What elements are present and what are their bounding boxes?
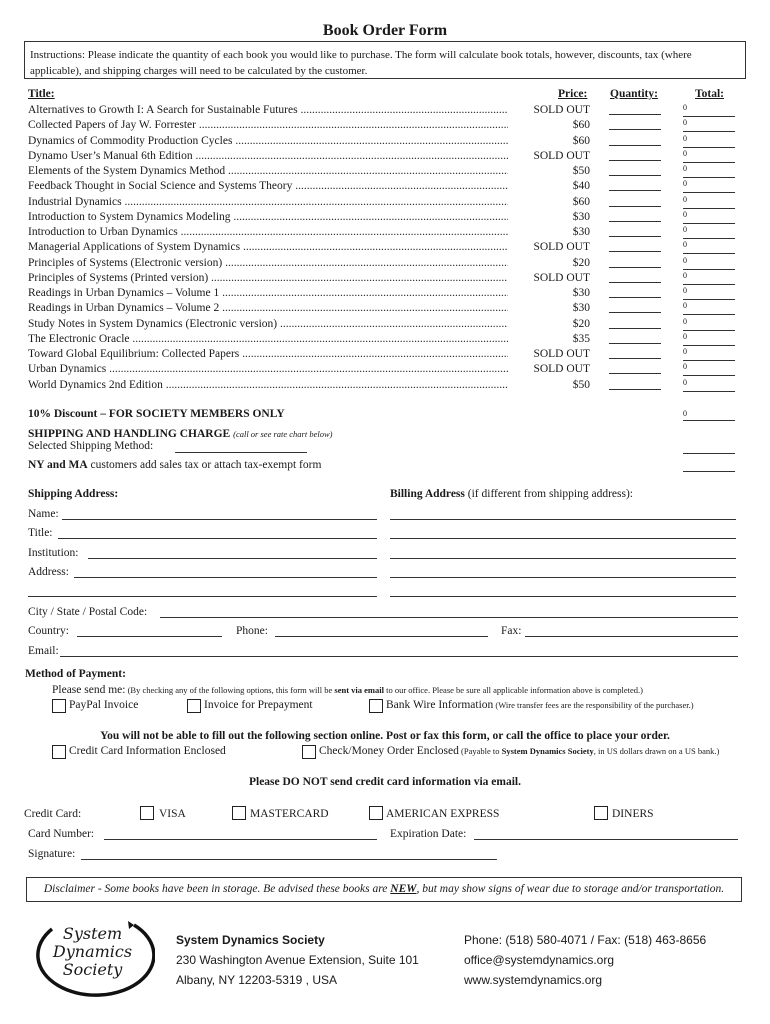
book-total-field[interactable]: 0 xyxy=(683,256,735,270)
footer-email[interactable]: office@systemdynamics.org xyxy=(464,953,615,967)
paypal-checkbox[interactable] xyxy=(52,699,66,713)
book-row xyxy=(28,240,750,255)
mastercard-label: MASTERCARD xyxy=(250,808,329,820)
book-total-field[interactable]: 0 xyxy=(683,103,735,117)
diners-label: DINERS xyxy=(612,808,654,820)
visa-label: VISA xyxy=(159,808,186,820)
send-me-text: Please send me: xyxy=(52,684,126,696)
book-quantity-field[interactable] xyxy=(609,240,661,252)
email-label: Email: xyxy=(28,645,59,657)
tax-text: customers add sales tax or attach tax-exempt form xyxy=(87,459,322,471)
book-quantity-field[interactable] xyxy=(609,332,661,344)
signature-field[interactable] xyxy=(81,848,497,860)
discount-total-field[interactable]: 0 xyxy=(683,409,735,421)
book-price: $40 xyxy=(508,179,590,194)
send-me-note-b: sent via email xyxy=(334,685,384,695)
book-total-field[interactable]: 0 xyxy=(683,271,735,285)
tax-states: NY and MA xyxy=(28,459,88,471)
logo-line-1: System xyxy=(62,924,123,943)
bill-address-field-1[interactable] xyxy=(390,566,736,578)
city-state-label: City / State / Postal Code: xyxy=(28,606,148,618)
check-enclosed-text: Check/Money Order Enclosed xyxy=(319,745,459,757)
paypal-label: PayPal Invoice xyxy=(69,699,139,711)
billing-heading-note: (if different from shipping address): xyxy=(464,488,633,500)
book-title: Introduction to Urban Dynamics ..... xyxy=(28,225,548,240)
book-quantity-field[interactable] xyxy=(609,118,661,130)
book-total-field[interactable]: 0 xyxy=(683,347,735,361)
book-quantity-field[interactable] xyxy=(609,164,661,176)
disclaimer-text-c: , but may show signs of wear due to storage and/or transportation. xyxy=(416,883,725,895)
book-price: $60 xyxy=(508,118,590,133)
online-notice: You will not be able to fill out the following section online. Post or fax this form, or call the office to place your order. xyxy=(100,730,670,742)
billing-heading-text: Billing Address xyxy=(390,488,465,500)
price-column-header: Price: xyxy=(558,88,588,100)
discount-label: 10% Discount – FOR SOCIETY MEMBERS ONLY xyxy=(28,408,285,420)
billing-address-heading xyxy=(390,488,633,500)
book-quantity-field[interactable] xyxy=(609,195,661,207)
book-quantity-field[interactable] xyxy=(609,103,661,115)
signature-label: Signature: xyxy=(28,848,76,860)
shipping-charge-note: (call or see rate chart below) xyxy=(233,429,333,439)
book-total-field[interactable]: 0 xyxy=(683,225,735,239)
payment-heading: Method of Payment: xyxy=(25,668,126,680)
ship-title-field[interactable] xyxy=(58,527,377,539)
book-title: Urban Dynamics ..... xyxy=(28,362,548,377)
footer-web[interactable]: www.systemdynamics.org xyxy=(464,973,603,987)
visa-checkbox[interactable] xyxy=(140,806,154,820)
book-quantity-field[interactable] xyxy=(609,271,661,283)
book-quantity-field[interactable] xyxy=(609,225,661,237)
tax-total-field[interactable] xyxy=(683,460,735,472)
logo-line-2: Dynamics xyxy=(52,942,133,961)
amex-checkbox[interactable] xyxy=(369,806,383,820)
bill-name-field[interactable] xyxy=(390,508,736,520)
book-title: Alternatives to Growth I: A Search for Sustainable Futures ..... xyxy=(28,103,548,118)
book-total-field[interactable]: 0 xyxy=(683,179,735,193)
shipping-charge-text: SHIPPING AND HANDLING CHARGE xyxy=(28,428,231,440)
shipping-address-heading: Shipping Address: xyxy=(28,488,119,500)
bill-institution-field[interactable] xyxy=(390,547,736,559)
instructions-box: Instructions: Please indicate the quantity of each book you would like to purchase. The form will calculate book totals, however, discounts, tax (where applicable), and shipping charges will need to be calculated by the customer. xyxy=(24,41,746,79)
book-price: $20 xyxy=(508,256,590,271)
title-column-header: Title: xyxy=(28,88,55,100)
diners-checkbox[interactable] xyxy=(594,806,608,820)
book-quantity-field[interactable] xyxy=(609,256,661,268)
card-number-field[interactable] xyxy=(104,828,377,840)
book-row xyxy=(28,118,750,133)
society-logo xyxy=(30,913,155,1003)
book-title: World Dynamics 2nd Edition ..... xyxy=(28,378,548,393)
book-title: Toward Global Equilibrium: Collected Papers ..... xyxy=(28,347,548,362)
book-row xyxy=(28,301,750,316)
book-title: Collected Papers of Jay W. Forrester ..... xyxy=(28,118,548,133)
book-row xyxy=(28,362,750,377)
book-quantity-field[interactable] xyxy=(609,347,661,359)
no-email-notice: Please DO NOT send credit card information via email. xyxy=(248,776,522,788)
book-title: Readings in Urban Dynamics – Volume 1 ..... xyxy=(28,286,548,301)
book-total-field[interactable]: 0 xyxy=(683,118,735,132)
ship-title-label: Title: xyxy=(28,527,53,539)
book-title: Principles of Systems (Printed version) ..... xyxy=(28,271,548,286)
ship-address-label: Address: xyxy=(28,566,69,578)
book-title: Managerial Applications of System Dynamics ..... xyxy=(28,240,548,255)
phone-label: Phone: xyxy=(236,625,268,637)
send-me-note-c: to our office. Please be sure all applicable information above is completed.) xyxy=(383,685,643,695)
mastercard-checkbox[interactable] xyxy=(232,806,246,820)
book-price: SOLD OUT xyxy=(508,347,590,362)
book-total-field[interactable]: 0 xyxy=(683,149,735,163)
book-quantity-field[interactable] xyxy=(609,134,661,146)
book-row xyxy=(28,179,750,194)
amex-label: AMERICAN EXPRESS xyxy=(386,808,500,820)
country-label: Country: xyxy=(28,625,69,637)
book-price: $30 xyxy=(508,301,590,316)
wire-checkbox[interactable] xyxy=(369,699,383,713)
book-row xyxy=(28,256,750,271)
book-price: SOLD OUT xyxy=(508,149,590,164)
quantity-column-header: Quantity: xyxy=(610,88,658,100)
book-price: $35 xyxy=(508,332,590,347)
ship-address-field-2[interactable] xyxy=(28,585,377,597)
wire-text: Bank Wire Information xyxy=(386,699,494,711)
book-row xyxy=(28,103,750,118)
wire-label xyxy=(386,699,694,711)
email-field[interactable] xyxy=(60,645,738,657)
book-price: SOLD OUT xyxy=(508,240,590,255)
book-row xyxy=(28,134,750,149)
shipping-method-field[interactable] xyxy=(175,441,307,453)
book-row xyxy=(28,164,750,179)
book-total-field[interactable]: 0 xyxy=(683,134,735,148)
book-price: $20 xyxy=(508,317,590,332)
book-quantity-field[interactable] xyxy=(609,286,661,298)
credit-enclosed-checkbox[interactable] xyxy=(52,745,66,759)
invoice-label: Invoice for Prepayment xyxy=(204,699,313,711)
city-state-field[interactable] xyxy=(160,606,738,618)
book-row xyxy=(28,286,750,301)
book-price: $60 xyxy=(508,195,590,210)
tax-label xyxy=(28,459,321,471)
check-enclosed-label xyxy=(319,745,719,757)
book-row xyxy=(28,210,750,225)
book-price: SOLD OUT xyxy=(508,362,590,377)
book-row xyxy=(28,271,750,286)
book-total-field[interactable]: 0 xyxy=(683,164,735,178)
ship-institution-field[interactable] xyxy=(88,547,377,559)
expiration-label: Expiration Date: xyxy=(390,828,467,840)
send-me-note-a: (By checking any of the following options, this form will be xyxy=(125,685,335,695)
country-field[interactable] xyxy=(77,625,222,637)
book-quantity-field[interactable] xyxy=(609,378,661,390)
book-price: $30 xyxy=(508,286,590,301)
book-total-field[interactable]: 0 xyxy=(683,332,735,346)
ship-address-field-1[interactable] xyxy=(74,566,377,578)
book-title: Principles of Systems (Electronic version) ..... xyxy=(28,256,548,271)
book-total-field[interactable]: 0 xyxy=(683,286,735,300)
book-row xyxy=(28,149,750,164)
logo-line-3: Society xyxy=(62,960,123,979)
book-title: Industrial Dynamics ..... xyxy=(28,195,548,210)
disclaimer-box xyxy=(26,877,742,902)
credit-enclosed-label: Credit Card Information Enclosed xyxy=(69,745,226,757)
book-title: Readings in Urban Dynamics – Volume 2 ..... xyxy=(28,301,548,316)
book-price: $50 xyxy=(508,378,590,393)
book-title: Introduction to System Dynamics Modeling ..... xyxy=(28,210,548,225)
book-price: $60 xyxy=(508,134,590,149)
ship-name-label: Name: xyxy=(28,508,59,520)
card-number-label: Card Number: xyxy=(28,828,95,840)
shipping-total-field[interactable] xyxy=(683,442,735,454)
ship-institution-label: Institution: xyxy=(28,547,79,559)
book-total-field[interactable]: 0 xyxy=(683,301,735,315)
shipping-charge-label xyxy=(28,428,333,440)
book-total-field[interactable]: 0 xyxy=(683,195,735,209)
book-quantity-field[interactable] xyxy=(609,149,661,161)
invoice-checkbox[interactable] xyxy=(187,699,201,713)
book-title: Study Notes in System Dynamics (Electronic version) ..... xyxy=(28,317,548,332)
footer-phone: Phone: (518) 580-4071 / Fax: (518) 463-8656 xyxy=(464,933,707,947)
book-price: $50 xyxy=(508,164,590,179)
book-row xyxy=(28,195,750,210)
book-total-field[interactable]: 0 xyxy=(683,362,735,376)
book-title: Feedback Thought in Social Science and Systems Theory ..... xyxy=(28,179,548,194)
book-quantity-field[interactable] xyxy=(609,210,661,222)
book-quantity-field[interactable] xyxy=(609,301,661,313)
disclaimer-text-a: Disclaimer - Some books have been in storage. Be advised these books are xyxy=(43,883,391,895)
check-note-a: (Payable to xyxy=(458,746,502,756)
wire-note: (Wire transfer fees are the responsibility of the purchaser.) xyxy=(493,700,694,710)
book-quantity-field[interactable] xyxy=(609,317,661,329)
ship-name-field[interactable] xyxy=(62,508,377,520)
expiration-field[interactable] xyxy=(474,828,738,840)
book-quantity-field[interactable] xyxy=(609,362,661,374)
book-row xyxy=(28,225,750,240)
footer-city: Albany, NY 12203-5319 , USA xyxy=(176,973,337,987)
book-price: $30 xyxy=(508,210,590,225)
book-title: Elements of the System Dynamics Method ..... xyxy=(28,164,548,179)
footer-street: 230 Washington Avenue Extension, Suite 101 xyxy=(176,953,419,967)
selected-shipping-label: Selected Shipping Method: xyxy=(28,440,154,452)
book-total-field[interactable]: 0 xyxy=(683,378,735,392)
book-row xyxy=(28,347,750,362)
book-title: Dynamics of Commodity Production Cycles ..... xyxy=(28,134,548,149)
book-price: $30 xyxy=(508,225,590,240)
book-row xyxy=(28,378,750,393)
phone-field[interactable] xyxy=(275,625,488,637)
book-price: SOLD OUT xyxy=(508,103,590,118)
credit-card-label: Credit Card: xyxy=(24,808,82,820)
send-me-label xyxy=(52,684,643,696)
fax-label: Fax: xyxy=(501,625,522,637)
fax-field[interactable] xyxy=(525,625,738,637)
footer-org: System Dynamics Society xyxy=(176,933,325,947)
book-total-field[interactable]: 0 xyxy=(683,240,735,254)
book-total-field[interactable]: 0 xyxy=(683,210,735,224)
disclaimer-new: NEW xyxy=(390,883,417,895)
check-note-b: System Dynamics Society xyxy=(501,746,594,756)
book-price: SOLD OUT xyxy=(508,271,590,286)
book-row xyxy=(28,332,750,347)
book-title: The Electronic Oracle ..... xyxy=(28,332,548,347)
logo-text xyxy=(30,925,155,979)
book-total-field[interactable]: 0 xyxy=(683,317,735,331)
check-enclosed-checkbox[interactable] xyxy=(302,745,316,759)
bill-address-field-2[interactable] xyxy=(390,585,736,597)
bill-title-field[interactable] xyxy=(390,527,736,539)
form-title: Book Order Form xyxy=(322,22,448,39)
book-title: Dynamo User’s Manual 6th Edition ..... xyxy=(28,149,548,164)
check-note-c: , in US dollars drawn on a US bank.) xyxy=(593,746,720,756)
book-row xyxy=(28,317,750,332)
book-quantity-field[interactable] xyxy=(609,179,661,191)
total-column-header: Total: xyxy=(695,88,724,100)
